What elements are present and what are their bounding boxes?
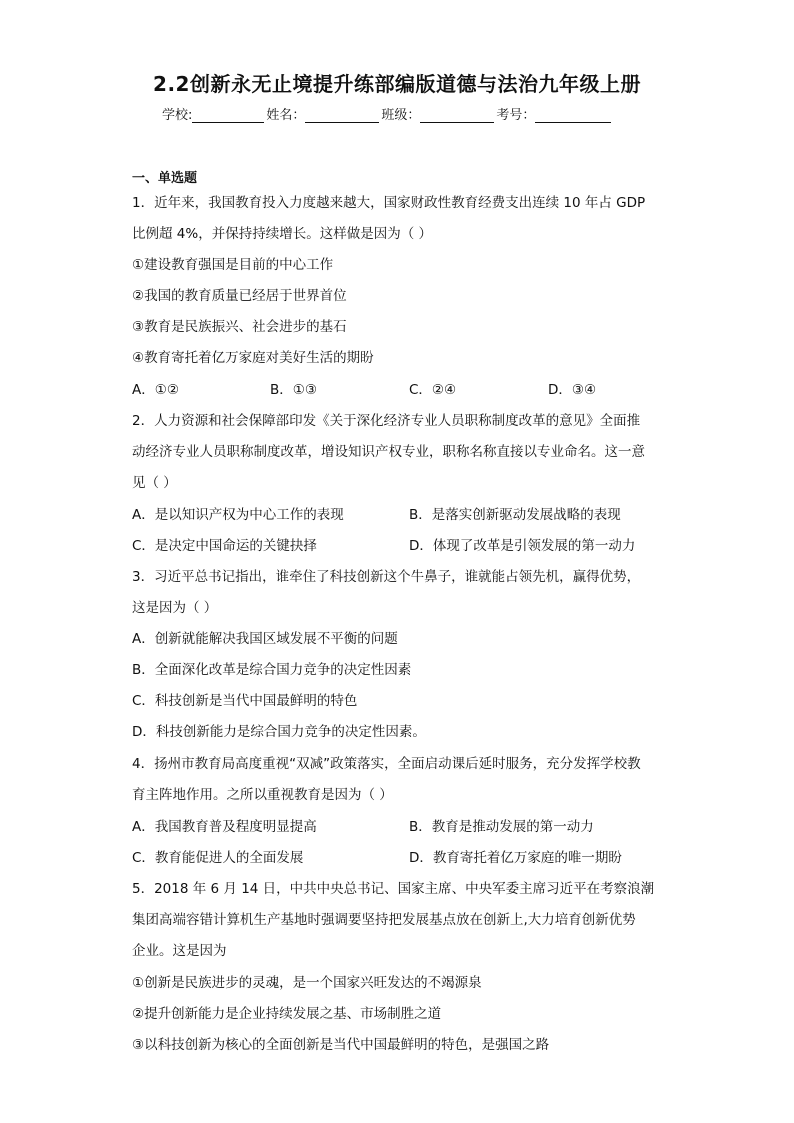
question-5-statement-3: ③以科技创新为核心的全面创新是当代中国最鲜明的特色，是强国之路 bbox=[132, 1037, 550, 1053]
exam-no-blank[interactable] bbox=[535, 108, 611, 123]
question-2-option-c[interactable]: C．是决定中国命运的关键抉择 bbox=[132, 538, 317, 554]
question-3-option-b[interactable]: B．全面深化改革是综合国力竞争的决定性因素 bbox=[132, 662, 412, 678]
question-4-option-c[interactable]: C．教育能促进人的全面发展 bbox=[132, 850, 304, 866]
question-5-statement-2: ②提升创新能力是企业持续发展之基、市场制胜之道 bbox=[132, 1006, 442, 1022]
question-3-line-2: 这是因为（ ） bbox=[132, 600, 218, 616]
question-3-option-a[interactable]: A．创新就能解决我国区域发展不平衡的问题 bbox=[132, 631, 398, 647]
question-1-statement-4: ④教育寄托着亿万家庭对美好生活的期盼 bbox=[132, 350, 374, 366]
class-blank[interactable] bbox=[420, 108, 494, 123]
question-4-option-a[interactable]: A．我国教育普及程度明显提高 bbox=[132, 819, 317, 835]
section-heading: 一、单选题 bbox=[132, 171, 198, 186]
question-3-option-c[interactable]: C．科技创新是当代中国最鲜明的特色 bbox=[132, 693, 358, 709]
question-1-statement-1: ①建设教育强国是目前的中心工作 bbox=[132, 257, 334, 273]
question-1-line-2: 比例超 4%，并保持持续增长。这样做是因为（ ） bbox=[132, 226, 432, 242]
question-2-option-b[interactable]: B．是落实创新驱动发展战略的表现 bbox=[409, 507, 621, 523]
question-5-line-2: 集团高端容错计算机生产基地时强调要坚持把发展基点放在创新上,大力培育创新优势 bbox=[132, 912, 636, 928]
question-2-line-2: 动经济专业人员职称制度改革，增设知识产权专业，职称名称直接以专业命名。这一意 bbox=[132, 444, 645, 460]
exam-no-label: 考号： bbox=[496, 108, 536, 123]
question-1-statement-3: ③教育是民族振兴、社会进步的基石 bbox=[132, 319, 347, 335]
question-1-option-d[interactable]: D．③④ bbox=[548, 382, 597, 398]
name-blank[interactable] bbox=[305, 108, 379, 123]
question-4-option-b[interactable]: B．教育是推动发展的第一动力 bbox=[409, 819, 594, 835]
student-info-row bbox=[162, 104, 642, 123]
question-2-line-3: 见（ ） bbox=[132, 475, 177, 491]
question-5-line-1: 5．2018 年 6 月 14 日，中共中央总书记、国家主席、中央军委主席习近平在考察浪潮 bbox=[132, 881, 655, 897]
question-3-line-1: 3．习近平总书记指出，谁牵住了科技创新这个牛鼻子，谁就能占领先机，赢得优势， bbox=[132, 569, 641, 585]
question-2-option-a[interactable]: A．是以知识产权为中心工作的表现 bbox=[132, 507, 344, 523]
class-label: 班级： bbox=[381, 108, 421, 123]
question-1-statement-2: ②我国的教育质量已经居于世界首位 bbox=[132, 288, 347, 304]
question-5-statement-1: ①创新是民族进步的灵魂，是一个国家兴旺发达的不竭源泉 bbox=[132, 975, 482, 991]
question-3-option-d[interactable]: D．科技创新能力是综合国力竞争的决定性因素。 bbox=[132, 724, 426, 740]
question-5-line-3: 企业。这是因为 bbox=[132, 943, 227, 959]
question-1-option-b[interactable]: B．①③ bbox=[270, 382, 317, 398]
name-label: 姓名： bbox=[266, 108, 306, 123]
question-2-line-1: 2．人力资源和社会保障部印发《关于深化经济专业人员职称制度改革的意见》全面推 bbox=[132, 413, 641, 429]
question-2-option-d[interactable]: D．体现了改革是引领发展的第一动力 bbox=[409, 538, 636, 554]
question-4-option-d[interactable]: D．教育寄托着亿万家庭的唯一期盼 bbox=[409, 850, 622, 866]
question-1-option-c[interactable]: C．②④ bbox=[409, 382, 457, 398]
page-title: 2.2创新永无止境提升练部编版道德与法治九年级上册 bbox=[153, 72, 641, 96]
school-label: 学校: bbox=[162, 108, 193, 123]
question-1-line-1: 1．近年来，我国教育投入力度越来越大，国家财政性教育经费支出连续 10 年占 GDP bbox=[132, 195, 646, 211]
school-blank[interactable] bbox=[192, 108, 264, 123]
question-4-line-2: 育主阵地作用。之所以重视教育是因为（ ） bbox=[132, 787, 393, 803]
question-4-line-1: 4．扬州市教育局高度重视“双减”政策落实，全面启动课后延时服务，充分发挥学校教 bbox=[132, 756, 641, 772]
question-1-option-a[interactable]: A．①② bbox=[132, 382, 179, 398]
